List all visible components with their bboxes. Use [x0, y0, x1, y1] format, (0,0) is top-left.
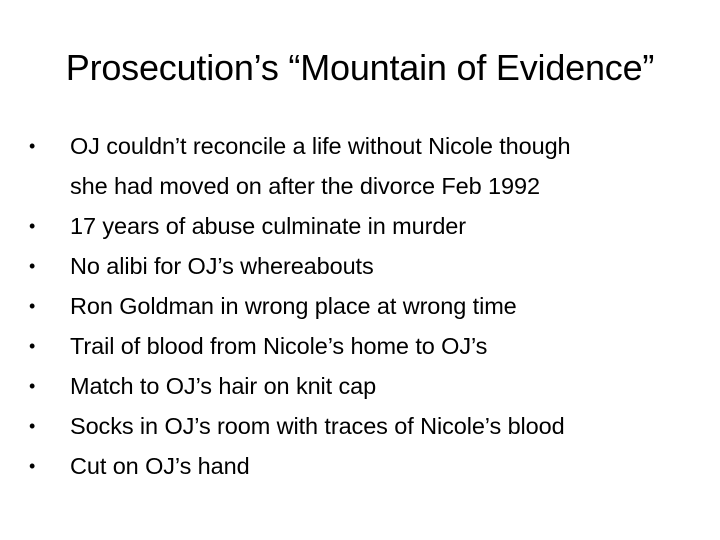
bullet-dot-icon: • [29, 416, 36, 436]
bullet-text [70, 446, 699, 486]
bullet-dot-icon: • [29, 256, 36, 276]
bullet-item [29, 246, 699, 286]
bullet-text [70, 246, 699, 286]
bullet-text [70, 406, 699, 446]
bullet-list [29, 126, 699, 486]
bullet-item [29, 206, 699, 246]
bullet-item [29, 446, 699, 486]
bullet-item [29, 326, 699, 366]
bullet-line: Match to OJ’s hair on knit cap [70, 373, 377, 399]
bullet-dot-icon: • [29, 136, 36, 156]
bullet-item [29, 126, 699, 206]
bullet-dot-icon: • [29, 336, 36, 356]
bullet-line: 17 years of abuse culminate in murder [70, 213, 467, 239]
bullet-dot-icon: • [29, 456, 36, 476]
bullet-line: she had moved on after the divorce Feb 1992 [70, 173, 540, 199]
bullet-dot-icon: • [29, 296, 36, 316]
bullet-text [70, 206, 699, 246]
bullet-text [70, 326, 699, 366]
bullet-line: Socks in OJ’s room with traces of Nicole’s blood [70, 413, 565, 439]
bullet-line: OJ couldn’t reconcile a life without Nicole though [70, 133, 571, 159]
bullet-text [70, 126, 699, 206]
bullet-line: No alibi for OJ’s whereabouts [70, 253, 374, 279]
bullet-text [70, 286, 699, 326]
bullet-line: Cut on OJ’s hand [70, 453, 250, 479]
bullet-item [29, 286, 699, 326]
slide-title: Prosecution’s “Mountain of Evidence” [65, 47, 655, 88]
bullet-item [29, 406, 699, 446]
bullet-dot-icon: • [29, 216, 36, 236]
bullet-line: Trail of blood from Nicole’s home to OJ’s [70, 333, 488, 359]
bullet-text [70, 366, 699, 406]
bullet-dot-icon: • [29, 376, 36, 396]
bullet-item [29, 366, 699, 406]
bullet-line: Ron Goldman in wrong place at wrong time [70, 293, 517, 319]
